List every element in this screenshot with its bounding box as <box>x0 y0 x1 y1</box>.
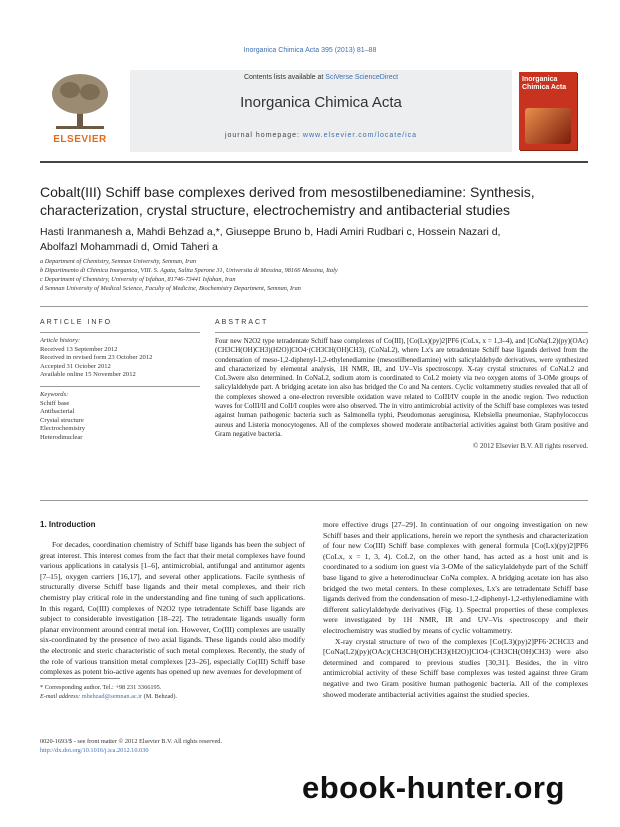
affiliation-divider <box>40 306 588 307</box>
authors-line-1: Hasti Iranmanesh a, Mahdi Behzad a,*, Giuseppe Bruno b, Hadi Amiri Rudbari c, Hossein Nazari d, <box>40 226 501 238</box>
affiliation-d: d Semnan University of Medical Science, Faculty of Medicine, Biochemistry Department, Semnan, Iran <box>40 285 301 292</box>
abstract-heading: ABSTRACT <box>215 319 269 326</box>
abstract-rule <box>215 332 588 333</box>
intro-paragraph: For decades, coordination chemistry of Schiff base ligands has been the subject of great interest. This interest comes from the fact that their metal complexes have found various applications in catalysis [1–6], antimicrobial, antifungal and antitumor agents [7–15], oxygen carriers [16,17], and several other applications. Facile synthesis of structurally diverse Schiff base ligands and their metal complexes, and their rich chemistry play critical role in the understanding and fine tuning of such applications. In this regard, Co(III) complexes of N2O2 type tetradentate Schiff base ligands are subject to considerable investigation [18–22]. The tetradentate ligands usually form planar environment around central metal ion. However, Co(III) complexes are usually six-coordinated by the presence of two axial ligands. These ligands could also modify the electronic and steric characteristic of such metal complexes. Recently, the study of the role of various transition metal complexes [23–26], especially Co(III) Schiff base complexes as potent bio-active agents has opened up new avenues for development of <box>40 540 305 677</box>
cover-title: Inorganica Chimica Acta <box>522 76 567 91</box>
abstract-panel <box>215 319 588 450</box>
journal-cover-image <box>519 72 577 150</box>
authors-line-2: Abolfazl Mohammadi d, Omid Taheri a <box>40 241 218 253</box>
keyword: Schiff base <box>40 399 70 407</box>
doi-link[interactable]: http://dx.doi.org/10.1016/j.ica.2012.10.030 <box>40 746 149 754</box>
watermark: ebook-hunter.org <box>302 770 565 805</box>
keyword: Crystal structure <box>40 416 84 424</box>
email-line <box>40 693 305 702</box>
affiliations <box>40 257 588 293</box>
journal-homepage <box>130 132 512 139</box>
affiliation-b: b Dipartimento di Chimica Inorganica, VIII. S. Agata, Salita Sperone 31, Universita di Messina, 98166 Messina, Italy <box>40 267 338 274</box>
article-title: Cobalt(III) Schiff base complexes derived from mesostilbenediamine: Synthesis, characterization, crystal structure, electrochemistry and antibacterial studies <box>40 184 535 218</box>
affiliation-a: a Department of Chemistry, Semnan University, Semnan, Iran <box>40 258 197 265</box>
elsevier-logo <box>40 70 120 152</box>
sciencedirect-link[interactable]: SciVerse ScienceDirect <box>325 74 399 81</box>
issn-line: 0020-1693/$ - see front matter © 2012 Elsevier B.V. All rights reserved. <box>40 738 222 745</box>
journal-title: Inorganica Chimica Acta <box>240 94 402 111</box>
intro-paragraph-xray: X-ray crystal structure of two of the complexes [Co(L3)(py)2]PF6·2CHCl3 and [CoNa(L2)(py)(OAc)(CH3CH(OH)CH3)(H2O)]ClO4·(CH3CH(OH)CH3) were also determined and compared to previous studies [30,31]. Besides, the in vitro antimicrobial activity of these Schiff base complexes was tested against three Gram negative and two Gram positive human pathogenic bacteria. All of the complexes showed moderate antibacterial activities against the studied species. <box>323 636 588 699</box>
corresponding-author-note: * Corresponding author. Tel.: +98 231 3366195. <box>40 684 162 691</box>
abstract-copyright: © 2012 Elsevier B.V. All rights reserved. <box>472 442 588 451</box>
publisher-name: ELSEVIER <box>53 134 107 145</box>
keywords-rule <box>40 386 200 387</box>
keyword: Electrochemistry <box>40 425 86 433</box>
abstract-divider <box>40 500 588 501</box>
cover-artwork <box>525 108 571 144</box>
keyword: Heterodinuclear <box>40 433 83 441</box>
front-matter <box>40 738 305 755</box>
history-revised: Received in revised form 23 October 2012 <box>40 354 153 362</box>
keyword: Antibacterial <box>40 408 75 416</box>
abstract-text: Four new N2O2 type tetradentate Schiff base complexes of Co(III), [Co(Lx)(py)2]PF6 (CoLx, x = 1,3–4), and [CoNa(L2)(py)(OAc)(CH3CH(OH)CH3)(H2O)]ClO4·(CH3CH(OH)CH3), (CoNaL2), where Lx's are tetradentate Schiff base ligands derived from the condensation of meso-1,2-diphenyl-1,2-ethylenediamine (mesostilbenediamine) with salicylaldehyde derivatives, were synthesized and characterized by elemental analysis, 1H NMR, IR, and UV–Vis spectroscopy. X-ray crystal structures of CoNaL2 and CoL3were also determined. In CoNaL2, sodium atom is coordinated to CoL2 moiety via two oxygen atoms of 3-OMe groups of salicylaldehyde part. A bridging acetate ion also has bridged the Co and Na centers. Cyclic voltammetry studies revealed that all of the complexes showed a one-electron reversible oxidation wave related to CoIII/IV couple in the anodic region. Two reduction waves for CoIII/II and CoII/I couples were also observed. The in vitro antimicrobial activity of the Schiff base complexes was tested against human pathogenic bacteria such as Salmonella typhi, Pseudomonas aeruginosa, Klebsiella pneumoniae, Staphylococcus aureus and Listeria monocytogenes. All of the complexes showed moderate antibacterial activities against both Gram positive and Gram negative bacteria. <box>215 337 588 438</box>
affiliation-c: c Department of Chemistry, University of Isfahan, 81746-73441 Isfahan, Iran <box>40 276 236 283</box>
journal-citation[interactable]: Inorganica Chimica Acta 395 (2013) 81–88 <box>243 47 377 54</box>
article-info-rule <box>40 332 200 333</box>
journal-masthead <box>40 70 588 152</box>
email-label: E-mail address: <box>40 692 82 700</box>
footnote <box>40 684 305 701</box>
email-link[interactable]: mbehzad@semnan.ac.ir <box>81 692 143 700</box>
history-online: Available online 15 November 2012 <box>40 371 136 379</box>
homepage-prefix: journal homepage: <box>224 132 303 139</box>
elsevier-tree-icon <box>48 72 112 132</box>
article-info-panel <box>40 319 200 443</box>
contents-prefix: Contents lists available at <box>243 74 326 81</box>
article-info-heading: ARTICLE INFO <box>40 319 113 326</box>
email-suffix: (M. Behzad). <box>142 692 178 700</box>
body-left-column <box>40 540 305 678</box>
footnote-rule <box>40 678 120 679</box>
contents-line <box>130 74 512 81</box>
journal-banner <box>130 70 512 152</box>
history-label: Article history: <box>40 337 81 344</box>
history-received: Received 13 September 2012 <box>40 345 118 353</box>
history-accepted: Accepted 31 October 2012 <box>40 362 111 370</box>
homepage-link[interactable]: www.elsevier.com/locate/ica <box>302 132 418 139</box>
author-list <box>40 225 588 255</box>
keywords-label: Keywords: <box>40 390 69 398</box>
body-right-column <box>323 520 588 700</box>
intro-paragraph-continued: more effective drugs [27–29]. In continuation of our ongoing investigation on new Schiff bases and their applications, herein we report the synthesis and characterization of four new Co(III) Schiff base complexes with general formula [Co(Lx)(py)2]PF6 (CoLx, x = 1, 3, 4). CoL2, on the other hand, has acted as a host unit and is coordinated to a sodium ion guest via 3-OMe of the salicylaldehyde part of the Schiff base ligand to give a heterodinuclear CoNa complex. A bridging acetate ion has also bridged the two metal centers. In these complexes, Lx's are tetradentate Schiff base ligands derived from the condensation of meso-1,2-diphenyl-1,2-ethylenediamine with different salicylaldehyde derivatives (Fig. 1). Spectral properties of these complexes were investigated by 1H NMR, IR and UV–Vis spectroscopy and their electrochemistry was studied by means of cyclic voltammetry. <box>323 520 588 635</box>
header-divider <box>40 161 588 163</box>
section-heading-introduction: 1. Introduction <box>40 520 96 529</box>
